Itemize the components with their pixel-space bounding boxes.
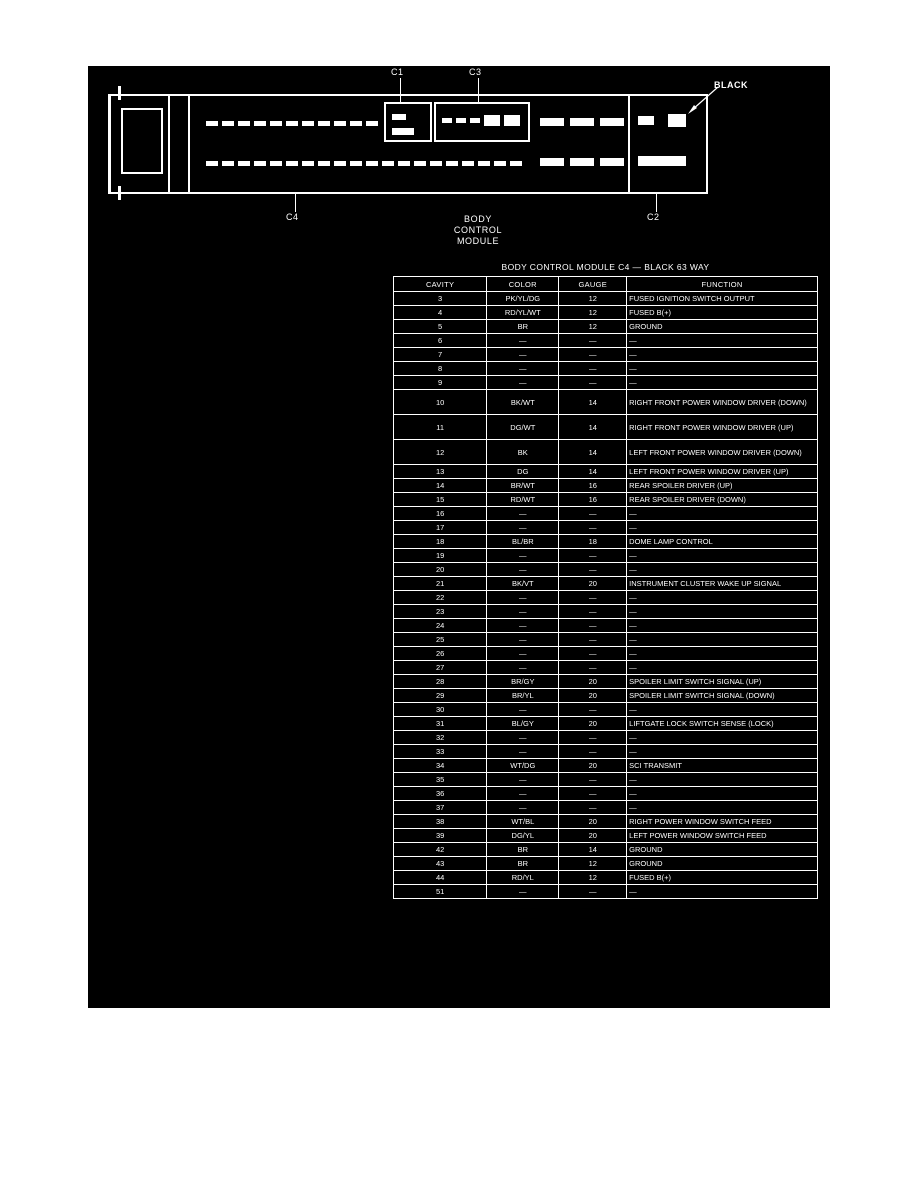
cell-gauge: — [559, 745, 627, 759]
cell-color: — [487, 507, 559, 521]
housing-pin [540, 158, 564, 166]
header-function: FUNCTION [627, 277, 818, 292]
c4-pin [366, 121, 378, 126]
cell-gauge: 20 [559, 717, 627, 731]
cell-gauge: — [559, 619, 627, 633]
cell-color: BK/WT [487, 390, 559, 415]
cell-cavity: 37 [394, 801, 487, 815]
table-row [394, 591, 818, 605]
cell-gauge: 20 [559, 675, 627, 689]
c2-pin [638, 156, 686, 166]
c4-pin [254, 161, 266, 166]
cell-gauge: — [559, 549, 627, 563]
cell-function: — [627, 773, 818, 787]
table-row [394, 362, 818, 376]
cell-color: — [487, 885, 559, 899]
cell-color: — [487, 703, 559, 717]
bracket-vertical-bar [108, 94, 111, 194]
cell-gauge: — [559, 521, 627, 535]
cell-cavity: 10 [394, 390, 487, 415]
cell-function: FUSED B(+) [627, 306, 818, 320]
table-row [394, 535, 818, 549]
cell-cavity: 26 [394, 647, 487, 661]
cell-function: — [627, 661, 818, 675]
cell-function: GROUND [627, 320, 818, 334]
cell-color: DG/WT [487, 415, 559, 440]
c4-pin [510, 161, 522, 166]
table-row [394, 440, 818, 465]
table-row [394, 717, 818, 731]
c4-pin [414, 161, 426, 166]
cell-cavity: 5 [394, 320, 487, 334]
cell-cavity: 20 [394, 563, 487, 577]
c3-pin [442, 118, 452, 123]
table-row [394, 787, 818, 801]
cell-cavity: 27 [394, 661, 487, 675]
cell-color: PK/YL/DG [487, 292, 559, 306]
c2-pin [668, 114, 686, 127]
table-row [394, 689, 818, 703]
cell-color: RD/WT [487, 493, 559, 507]
table-row [394, 348, 818, 362]
c4-pin [462, 161, 474, 166]
cell-cavity: 44 [394, 871, 487, 885]
cell-color: — [487, 334, 559, 348]
cell-function: LIFTGATE LOCK SWITCH SENSE (LOCK) [627, 717, 818, 731]
cell-color: BR/YL [487, 689, 559, 703]
cell-function: RIGHT FRONT POWER WINDOW DRIVER (UP) [627, 415, 818, 440]
cell-gauge: — [559, 348, 627, 362]
cell-gauge: — [559, 703, 627, 717]
table-row [394, 675, 818, 689]
cell-cavity: 28 [394, 675, 487, 689]
table-row [394, 479, 818, 493]
c4-pin [494, 161, 506, 166]
cell-cavity: 51 [394, 885, 487, 899]
cell-function: — [627, 563, 818, 577]
cell-gauge: — [559, 787, 627, 801]
cell-function: — [627, 745, 818, 759]
cell-gauge: 12 [559, 320, 627, 334]
cell-function: DOME LAMP CONTROL [627, 535, 818, 549]
c4-leader-line [295, 194, 296, 212]
table-row [394, 320, 818, 334]
c4-pin [270, 161, 282, 166]
cell-cavity: 39 [394, 829, 487, 843]
table-header-row [394, 277, 818, 292]
cell-color: WT/BL [487, 815, 559, 829]
cell-cavity: 24 [394, 619, 487, 633]
cell-function: RIGHT POWER WINDOW SWITCH FEED [627, 815, 818, 829]
pinout-table [393, 276, 818, 899]
module-caption-line-1: BODY [464, 214, 492, 224]
cell-cavity: 7 [394, 348, 487, 362]
cell-cavity: 34 [394, 759, 487, 773]
pinout-table-section [393, 262, 818, 899]
label-c1: C1 [391, 67, 404, 77]
cell-gauge: 20 [559, 829, 627, 843]
cell-cavity: 33 [394, 745, 487, 759]
table-row [394, 415, 818, 440]
cell-function: — [627, 605, 818, 619]
housing-pin [600, 118, 624, 126]
table-row [394, 605, 818, 619]
label-c4: C4 [286, 212, 299, 222]
cell-cavity: 29 [394, 689, 487, 703]
cell-gauge: 12 [559, 306, 627, 320]
cell-function: — [627, 619, 818, 633]
cell-function: — [627, 334, 818, 348]
cell-gauge: 14 [559, 415, 627, 440]
c4-pin [286, 161, 298, 166]
pinout-table-title: BODY CONTROL MODULE C4 — BLACK 63 WAY [501, 262, 710, 272]
table-row [394, 376, 818, 390]
table-row [394, 815, 818, 829]
c1-pin [392, 114, 406, 120]
cell-cavity: 38 [394, 815, 487, 829]
c4-pin [398, 161, 410, 166]
cell-gauge: 12 [559, 292, 627, 306]
c4-pin [222, 161, 234, 166]
cell-gauge: 16 [559, 479, 627, 493]
c4-pin [206, 161, 218, 166]
c4-pin [350, 121, 362, 126]
cell-cavity: 42 [394, 843, 487, 857]
cell-function: SCI TRANSMIT [627, 759, 818, 773]
table-row [394, 857, 818, 871]
cell-color: BL/BR [487, 535, 559, 549]
cell-cavity: 3 [394, 292, 487, 306]
cell-color: DG/YL [487, 829, 559, 843]
cell-cavity: 35 [394, 773, 487, 787]
cell-color: — [487, 647, 559, 661]
cell-function: REAR SPOILER DRIVER (DOWN) [627, 493, 818, 507]
cell-gauge: 14 [559, 843, 627, 857]
cell-function: LEFT FRONT POWER WINDOW DRIVER (UP) [627, 465, 818, 479]
c3-pin [504, 115, 520, 126]
cell-cavity: 19 [394, 549, 487, 563]
table-row [394, 292, 818, 306]
cell-function: FUSED B(+) [627, 871, 818, 885]
header-cavity: CAVITY [394, 277, 487, 292]
cell-color: — [487, 563, 559, 577]
cell-gauge: 20 [559, 759, 627, 773]
label-c3: C3 [469, 67, 482, 77]
cell-gauge: 20 [559, 815, 627, 829]
c4-pin [222, 121, 234, 126]
c4-pin [318, 121, 330, 126]
cell-function: — [627, 549, 818, 563]
cell-cavity: 22 [394, 591, 487, 605]
c4-pin [446, 161, 458, 166]
c4-pin [350, 161, 362, 166]
cell-cavity: 12 [394, 440, 487, 465]
cell-color: — [487, 773, 559, 787]
cell-function: — [627, 731, 818, 745]
housing-pin [570, 118, 594, 126]
table-row [394, 801, 818, 815]
cell-function: REAR SPOILER DRIVER (UP) [627, 479, 818, 493]
cell-function: — [627, 507, 818, 521]
cell-gauge: — [559, 334, 627, 348]
table-row [394, 507, 818, 521]
cell-cavity: 25 [394, 633, 487, 647]
cell-cavity: 17 [394, 521, 487, 535]
cell-color: — [487, 362, 559, 376]
cell-function: GROUND [627, 843, 818, 857]
cell-function: INSTRUMENT CLUSTER WAKE UP SIGNAL [627, 577, 818, 591]
cell-gauge: — [559, 591, 627, 605]
c3-leader-line [478, 78, 479, 102]
cell-function: SPOILER LIMIT SWITCH SIGNAL (DOWN) [627, 689, 818, 703]
cell-gauge: — [559, 773, 627, 787]
label-black: BLACK [714, 80, 748, 90]
cell-cavity: 13 [394, 465, 487, 479]
cell-gauge: — [559, 647, 627, 661]
cell-color: — [487, 591, 559, 605]
c4-pin [270, 121, 282, 126]
header-color: COLOR [487, 277, 559, 292]
c2-leader-line [656, 194, 657, 212]
table-row [394, 493, 818, 507]
c2-pin [638, 116, 654, 125]
table-row [394, 731, 818, 745]
table-row [394, 521, 818, 535]
c4-pin [334, 121, 346, 126]
cell-color: — [487, 661, 559, 675]
header-gauge: GAUGE [559, 277, 627, 292]
c4-pin [318, 161, 330, 166]
cell-gauge: — [559, 563, 627, 577]
cell-function: — [627, 348, 818, 362]
connector-c1-box [384, 102, 432, 142]
c1-leader-line [400, 78, 401, 102]
cell-function: — [627, 703, 818, 717]
cell-gauge: — [559, 376, 627, 390]
c4-pin [334, 161, 346, 166]
cell-function: — [627, 647, 818, 661]
c4-pin [238, 161, 250, 166]
cell-color: RD/YL [487, 871, 559, 885]
cell-color: BL/GY [487, 717, 559, 731]
cell-color: — [487, 633, 559, 647]
c4-pin [302, 121, 314, 126]
cell-gauge: 16 [559, 493, 627, 507]
cell-color: — [487, 745, 559, 759]
cell-function: — [627, 885, 818, 899]
table-row [394, 465, 818, 479]
c3-pin [484, 115, 500, 126]
cell-color: — [487, 787, 559, 801]
housing-pin [540, 118, 564, 126]
c4-pin [382, 161, 394, 166]
cell-gauge: — [559, 661, 627, 675]
cell-function: LEFT FRONT POWER WINDOW DRIVER (DOWN) [627, 440, 818, 465]
cell-color: BR [487, 857, 559, 871]
c4-pin [302, 161, 314, 166]
diagram-panel [88, 66, 830, 1008]
housing-pin [600, 158, 624, 166]
table-row [394, 563, 818, 577]
cell-cavity: 43 [394, 857, 487, 871]
housing-divider [188, 94, 190, 194]
bracket-top-arm [108, 94, 168, 96]
cell-gauge: — [559, 362, 627, 376]
module-caption-line-2: CONTROL [453, 225, 503, 235]
cell-cavity: 4 [394, 306, 487, 320]
cell-function: LEFT POWER WINDOW SWITCH FEED [627, 829, 818, 843]
c3-pin [456, 118, 466, 123]
table-row [394, 647, 818, 661]
cell-color: — [487, 521, 559, 535]
cell-gauge: — [559, 605, 627, 619]
table-row [394, 829, 818, 843]
cell-gauge: 20 [559, 577, 627, 591]
cell-color: BR/WT [487, 479, 559, 493]
bracket-inner-box [121, 108, 163, 174]
cell-cavity: 6 [394, 334, 487, 348]
cell-color: BR [487, 320, 559, 334]
c4-pin [254, 121, 266, 126]
bracket-bottom-arm [108, 192, 168, 194]
cell-color: DG [487, 465, 559, 479]
cell-cavity: 9 [394, 376, 487, 390]
cell-function: RIGHT FRONT POWER WINDOW DRIVER (DOWN) [627, 390, 818, 415]
cell-cavity: 30 [394, 703, 487, 717]
cell-cavity: 31 [394, 717, 487, 731]
c4-pin [286, 121, 298, 126]
c4-pin [206, 121, 218, 126]
cell-cavity: 18 [394, 535, 487, 549]
pinout-table-body [394, 292, 818, 899]
c1-pin [392, 128, 414, 135]
cell-color: — [487, 376, 559, 390]
cell-color: BK/VT [487, 577, 559, 591]
cell-cavity: 8 [394, 362, 487, 376]
cell-color: — [487, 619, 559, 633]
cell-gauge: 18 [559, 535, 627, 549]
cell-function: FUSED IGNITION SWITCH OUTPUT [627, 292, 818, 306]
cell-function: — [627, 591, 818, 605]
cell-gauge: — [559, 801, 627, 815]
cell-gauge: — [559, 633, 627, 647]
cell-gauge: 12 [559, 857, 627, 871]
cell-cavity: 16 [394, 507, 487, 521]
cell-function: — [627, 787, 818, 801]
cell-gauge: — [559, 731, 627, 745]
cell-color: BR/GY [487, 675, 559, 689]
cell-gauge: — [559, 507, 627, 521]
cell-cavity: 11 [394, 415, 487, 440]
table-row [394, 773, 818, 787]
table-row [394, 549, 818, 563]
connector-illustration [88, 66, 830, 266]
c4-pin [478, 161, 490, 166]
table-row [394, 390, 818, 415]
cell-function: — [627, 801, 818, 815]
housing-pin [570, 158, 594, 166]
cell-color: — [487, 348, 559, 362]
table-row [394, 334, 818, 348]
table-row [394, 661, 818, 675]
c3-pin [470, 118, 480, 123]
module-caption-line-3: MODULE [456, 236, 500, 246]
cell-cavity: 14 [394, 479, 487, 493]
table-row [394, 619, 818, 633]
cell-cavity: 32 [394, 731, 487, 745]
cell-cavity: 15 [394, 493, 487, 507]
cell-color: — [487, 731, 559, 745]
c4-pin [238, 121, 250, 126]
table-row [394, 885, 818, 899]
table-row [394, 759, 818, 773]
cell-gauge: 20 [559, 689, 627, 703]
cell-gauge: 14 [559, 440, 627, 465]
bracket-top-tab [118, 86, 121, 100]
cell-color: WT/DG [487, 759, 559, 773]
cell-cavity: 21 [394, 577, 487, 591]
cell-cavity: 36 [394, 787, 487, 801]
cell-function: SPOILER LIMIT SWITCH SIGNAL (UP) [627, 675, 818, 689]
table-row [394, 745, 818, 759]
cell-color: — [487, 549, 559, 563]
table-row [394, 703, 818, 717]
table-row [394, 577, 818, 591]
cell-gauge: 14 [559, 465, 627, 479]
cell-color: BK [487, 440, 559, 465]
table-row [394, 633, 818, 647]
module-caption [418, 214, 538, 247]
cell-color: RD/YL/WT [487, 306, 559, 320]
table-row [394, 306, 818, 320]
cell-function: — [627, 362, 818, 376]
label-c2: C2 [647, 212, 660, 222]
cell-function: — [627, 633, 818, 647]
c4-pin [366, 161, 378, 166]
cell-color: BR [487, 843, 559, 857]
cell-function: — [627, 376, 818, 390]
cell-color: — [487, 605, 559, 619]
cell-gauge: 14 [559, 390, 627, 415]
cell-function: — [627, 521, 818, 535]
cell-gauge: 12 [559, 871, 627, 885]
table-row [394, 843, 818, 857]
cell-color: — [487, 801, 559, 815]
cell-gauge: — [559, 885, 627, 899]
cell-function: GROUND [627, 857, 818, 871]
c4-pin [430, 161, 442, 166]
cell-cavity: 23 [394, 605, 487, 619]
table-row [394, 871, 818, 885]
